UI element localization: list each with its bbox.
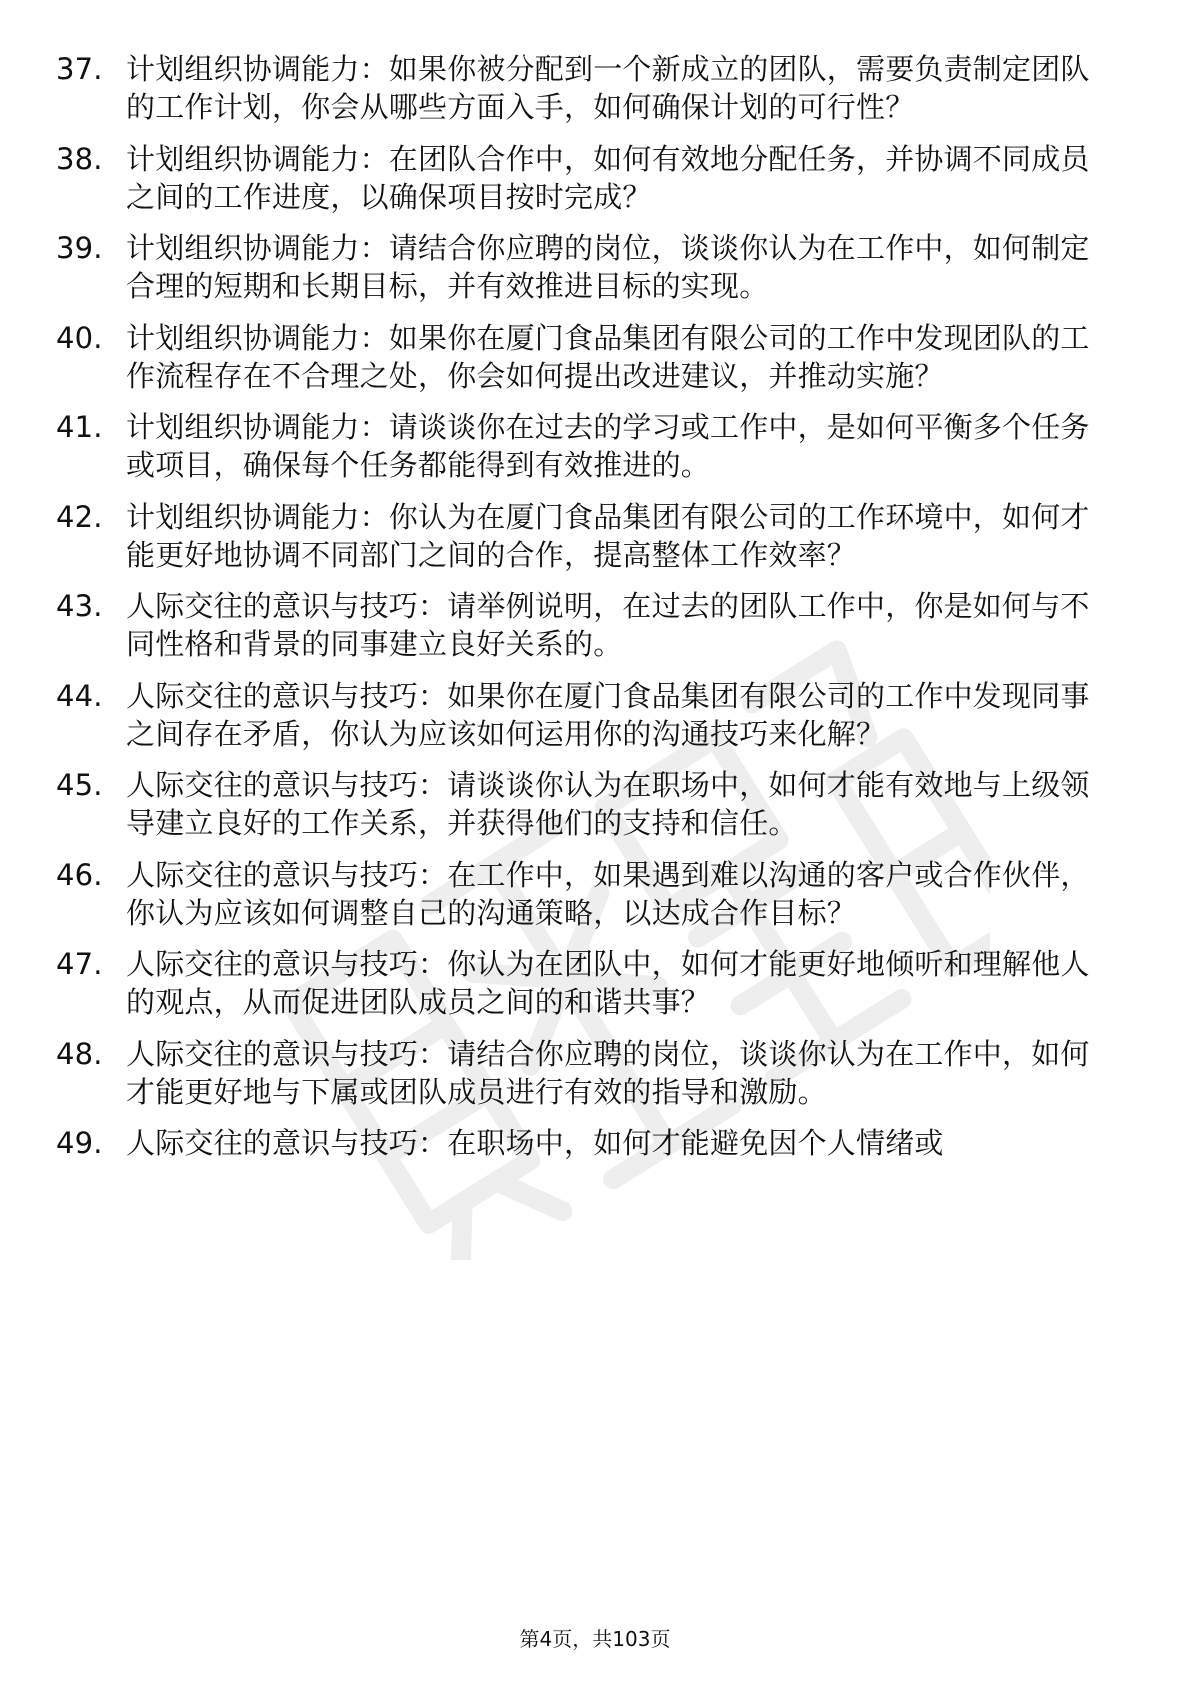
list-item (56, 766, 1116, 842)
list-item (56, 945, 1116, 1021)
page-footer: 第4页，共103页 (519, 1627, 671, 1651)
question-text: 人际交往的意识与技巧：你认为在团队中，如何才能更好地倾听和理解他人的观点，从而促进团队成员之间的和谐共事？ (126, 947, 1090, 1019)
list-item (56, 1035, 1116, 1111)
question-text: 人际交往的意识与技巧：在工作中，如果遇到难以沟通的客户或合作伙伴，你认为应该如何调整自己的沟通策略，以达成合作目标？ (126, 857, 1090, 930)
list-item (56, 50, 1116, 126)
question-text: 计划组织协调能力：你认为在厦门食品集团有限公司的工作环境中，如何才能更好地协调不同部门之间的合作，提高整体工作效率？ (126, 499, 1090, 572)
question-text: 计划组织协调能力：请结合你应聘的岗位，谈谈你认为在工作中，如何制定合理的短期和长期目标，并有效推进目标的实现。 (126, 231, 1090, 303)
question-number: 42. (56, 499, 103, 534)
question-number: 49. (56, 1126, 103, 1160)
list-item (56, 856, 1116, 932)
question-number: 43. (56, 589, 103, 623)
question-number: 47. (56, 947, 103, 981)
question-text: 人际交往的意识与技巧：在职场中，如何才能避免因个人情绪或 (126, 1126, 944, 1160)
question-number: 38. (56, 141, 103, 176)
list-item (56, 229, 1116, 305)
question-text: 计划组织协调能力：在团队合作中，如何有效地分配任务，并协调不同成员之间的工作进度，以确保项目按时完成？ (126, 141, 1090, 214)
list-item (56, 587, 1116, 663)
question-text: 计划组织协调能力：请谈谈你在过去的学习或工作中，是如何平衡多个任务或项目，确保每个任务都能得到有效推进的。 (126, 410, 1090, 482)
question-text: 计划组织协调能力：如果你被分配到一个新成立的团队，需要负责制定团队的工作计划，你会从哪些方面入手，如何确保计划的可行性？ (126, 52, 1090, 124)
question-number: 37. (56, 52, 103, 86)
question-list (56, 50, 1116, 1176)
list-item (56, 677, 1116, 753)
list-item (56, 498, 1116, 574)
question-number: 45. (56, 768, 103, 802)
question-number: 48. (56, 1036, 103, 1071)
list-item (56, 1124, 1116, 1162)
question-text: 计划组织协调能力：如果你在厦门食品集团有限公司的工作中发现团队的工作流程存在不合理之处，你会如何提出改进建议，并推动实施？ (126, 320, 1090, 393)
list-item (56, 140, 1116, 216)
question-number: 44. (56, 678, 103, 713)
question-number: 40. (56, 320, 103, 355)
question-number: 39. (56, 231, 103, 265)
question-text: 人际交往的意识与技巧：请结合你应聘的岗位，谈谈你认为在工作中，如何才能更好地与下属或团队成员进行有效的指导和激励。 (126, 1036, 1090, 1109)
question-number: 46. (56, 857, 103, 892)
question-text: 人际交往的意识与技巧：如果你在厦门食品集团有限公司的工作中发现同事之间存在矛盾，你认为应该如何运用你的沟通技巧来化解？ (126, 678, 1090, 751)
question-text: 人际交往的意识与技巧：请谈谈你认为在职场中，如何才能有效地与上级领导建立良好的工作关系，并获得他们的支持和信任。 (126, 768, 1090, 840)
question-text: 人际交往的意识与技巧：请举例说明，在过去的团队工作中，你是如何与不同性格和背景的同事建立良好关系的。 (126, 589, 1090, 661)
question-number: 41. (56, 410, 103, 444)
list-item (56, 408, 1116, 484)
list-item (56, 319, 1116, 395)
